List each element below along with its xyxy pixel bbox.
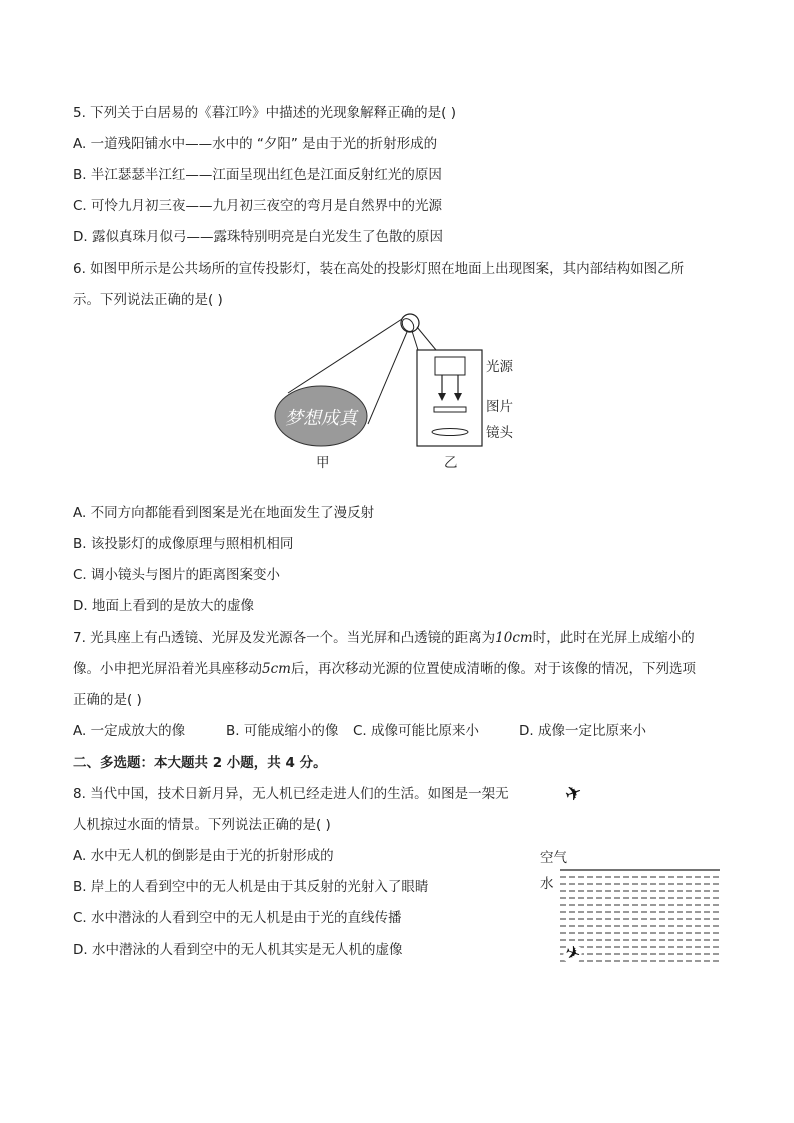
light-beam-right [368,332,407,424]
q5-option-c: C. 可怜九月初三夜——九月初三夜空的弯月是自然界中的光源 [73,198,443,214]
q7-line2-text-b: 后，再次移动光源的位置使成清晰的像。对于该像的情况，下列选项 [290,661,696,677]
projected-pattern-text: 梦想成真 [285,408,357,429]
callout-line-right [417,327,436,350]
projector-lamp-icon [397,310,422,335]
q7-line2-text-a: 像。小申把光屏沿着光具座移动 [73,661,262,677]
q5-option-b: B. 半江瑟瑟半江红——江面呈现出红色是江面反射红光的原因 [73,167,442,183]
label-yi: 乙 [444,455,458,471]
picture-slide [434,407,466,412]
q7-move-unit: cm [270,661,291,677]
section-heading-multiple-choice: 二、多选题：本大题共 2 小题，共 4 分。 [73,755,327,771]
q5-option-d: D. 露似真珠月似弓——露珠特别明亮是白光发生了色散的原因 [73,229,443,245]
q8-option-c: C. 水中潜泳的人看到空中的无人机是由于光的直线传播 [73,910,402,926]
label-water: 水 [540,876,554,892]
q7-option-a: A. 一定成放大的像 [73,723,186,739]
q8-option-d: D. 水中潜泳的人看到空中的无人机其实是无人机的虚像 [73,942,403,958]
q5-stem: 5. 下列关于白居易的《暮江吟》中描述的光现象解释正确的是( ) [73,105,456,121]
q5-option-a: A. 一道残阳铺水中——水中的 “夕阳” 是由于光的折射形成的 [73,136,438,152]
q8-option-b: B. 岸上的人看到空中的无人机是由于其反射的光射入了眼睛 [73,879,429,895]
label-light-source: 光源 [486,359,513,375]
q8-option-a: A. 水中无人机的倒影是由于光的折射形成的 [73,848,334,864]
q6-figure [270,305,530,480]
q6-option-c: C. 调小镜头与图片的距离图案变小 [73,567,281,583]
q7-line1-text-b: 时，此时在光屏上成缩小的 [532,630,695,646]
lens-shape [432,429,468,436]
drone-icon: ✈ [561,778,586,808]
q7-stem-line3: 正确的是( ) [73,692,142,708]
q7-line1-text-a: 7. 光具座上有凸透镜、光屏及发光源各一个。当光屏和凸透镜的距离为 [73,630,496,646]
q7-stem-line1 [73,629,695,647]
diver-drone-icon: ✈ [562,941,584,966]
q6-stem-line1: 6. 如图甲所示是公共场所的宣传投影灯，装在高处的投影灯照在地面上出现图案，其内部结构如图乙所 [73,261,685,277]
q6-option-a: A. 不同方向都能看到图案是光在地面发生了漫反射 [73,505,375,521]
q6-option-b: B. 该投影灯的成像原理与照相机相同 [73,536,294,552]
q7-option-b: B. 可能成缩小的像 [226,723,339,739]
q7-stem-line2 [73,660,696,678]
light-source-box [435,357,465,375]
q7-option-c: C. 成像可能比原来小 [353,723,480,739]
q7-move-value: 5 [262,661,271,677]
q7-distance-unit: cm [512,630,533,646]
label-lens: 镜头 [486,425,513,441]
label-jia: 甲 [316,455,330,471]
q7-distance-value: 10 [495,630,513,646]
q8-stem-line2: 人机掠过水面的情景。下列说法正确的是( ) [73,817,331,833]
q8-stem-line1: 8. 当代中国，技术日新月异，无人机已经走进人们的生活。如图是一架无 [73,786,509,802]
q6-stem-line2: 示。下列说法正确的是( ) [73,292,223,308]
water-dashes [560,877,720,961]
light-beam-left [288,319,402,393]
q7-option-d: D. 成像一定比原来小 [519,723,646,739]
q6-option-d: D. 地面上看到的是放大的虚像 [73,598,254,614]
label-air: 空气 [540,850,567,866]
label-picture: 图片 [486,399,513,415]
callout-line-left [412,331,418,350]
